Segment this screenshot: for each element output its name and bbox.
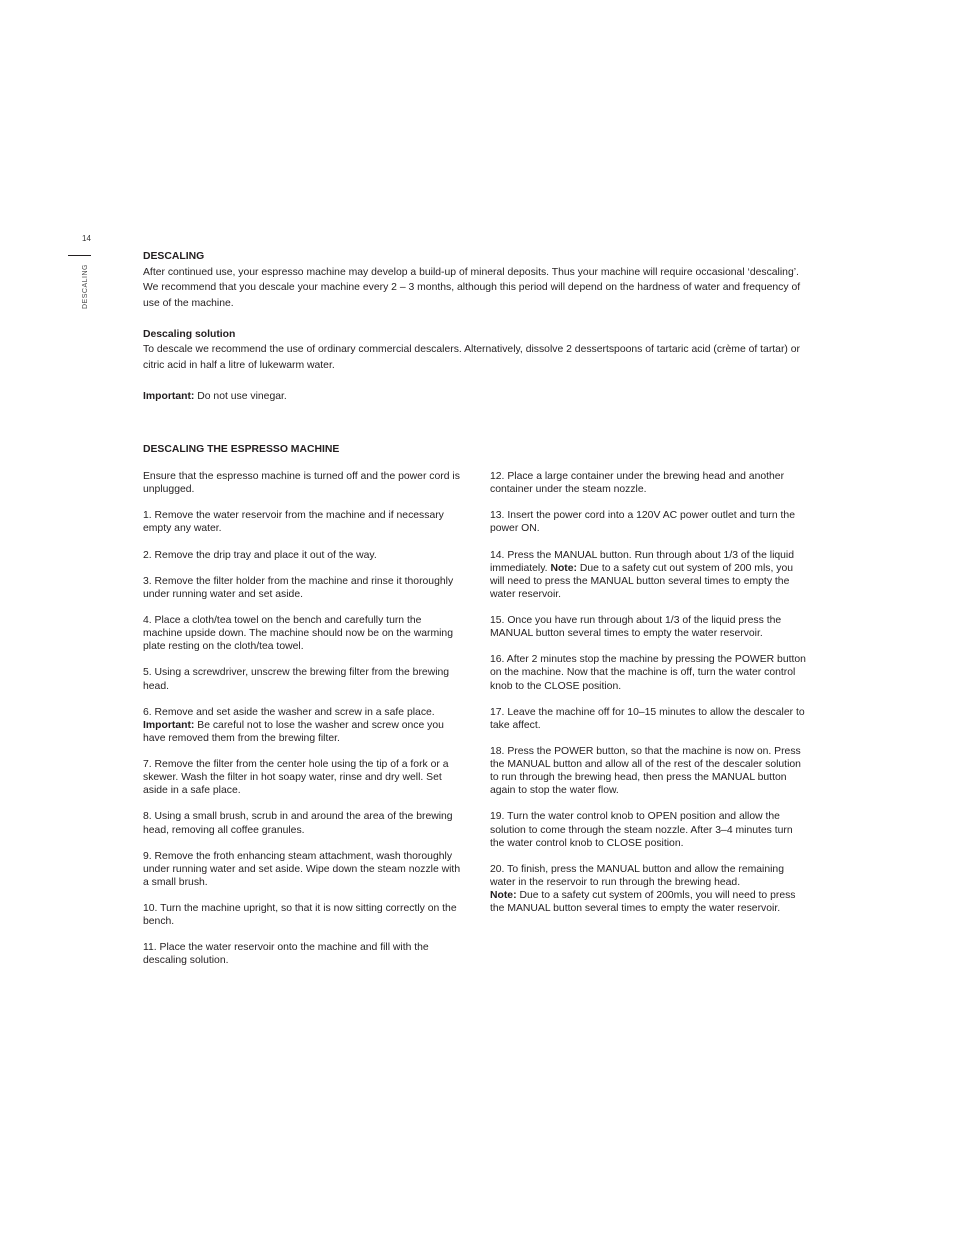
step-4: 4. Place a cloth/tea towel on the bench and carefully turn the machine upside down. The machine should now be on the warming plate resting on the cloth/tea towel. <box>143 615 453 653</box>
important-note <box>143 389 808 405</box>
step-6-text: 6. Remove and set aside the washer and screw in a safe place. <box>143 706 435 718</box>
page-number: 14 <box>82 234 91 243</box>
step-1: 1. Remove the water reservoir from the machine and if necessary empty any water. <box>143 510 444 535</box>
step-6-important-label: Important: <box>143 719 195 731</box>
step-3: 3. Remove the filter holder from the machine and rinse it thoroughly under running water and set aside. <box>143 575 454 600</box>
step-2: 2. Remove the drip tray and place it out of the way. <box>143 549 377 561</box>
machine-intro-text: Ensure that the espresso machine is turned off and the power cord is unplugged. <box>143 471 460 496</box>
descaling-solution-heading: Descaling solution <box>143 328 236 340</box>
step-20-note-label: Note: <box>490 890 517 901</box>
step-16: 16. After 2 minutes stop the machine by pressing the POWER button on the machine. Now that the machine is off, turn the water control knob to the CLOSE position. <box>490 654 806 692</box>
steps-right-column <box>490 470 808 928</box>
step-13: 13. Insert the power cord into a 120V AC power outlet and turn the power ON. <box>490 510 795 535</box>
step-5: 5. Using a screwdriver, unscrew the brewing filter from the brewing head. <box>143 667 450 692</box>
descaling-solution-text: To descale we recommend the use of ordinary commercial descalers. Alternatively, dissolve 2 dessertspoons of tartaric acid (crème of tartar) or citric acid in half a litre of lukewarm water. <box>143 344 801 371</box>
step-10: 10. Turn the machine upright, so that it is now sitting correctly on the bench. <box>143 903 457 928</box>
step-6 <box>143 706 461 745</box>
descaling-intro-section <box>143 249 808 404</box>
side-rule-divider <box>68 255 91 256</box>
descaling-intro-text: After continued use, your espresso machine may develop a build-up of mineral deposits. Thus your machine will require occasional ‘descaling’. We recommend that you descale your machine every 2 – 3 months, although this period will depend on the hardness of water and frequency of use of the machine. <box>143 266 801 309</box>
steps-left-column <box>143 470 461 981</box>
step-17: 17. Leave the machine off for 10–15 minutes to allow the descaler to take affect. <box>490 706 805 731</box>
step-11: 11. Place the water reservoir onto the machine and fill with the descaling solution. <box>143 942 429 967</box>
machine-section-heading: DESCALING THE ESPRESSO MACHINE <box>143 444 340 455</box>
step-20-text: 20. To finish, press the MANUAL button and allow the remaining water in the reservoir to run through the brewing head. <box>490 863 784 888</box>
step-12: 12. Place a large container under the brewing head and another container under the steam nozzle. <box>490 471 785 496</box>
step-7: 7. Remove the filter from the center hole using the tip of a fork or a skewer. Wash the filter in hot soapy water, rinse and dry well. Set aside in a safe place. <box>143 759 449 797</box>
descaling-heading: DESCALING <box>143 251 205 262</box>
step-9: 9. Remove the froth enhancing steam attachment, wash thoroughly under running water and set aside. Wipe down the steam nozzle with a small brush. <box>143 850 461 888</box>
section-side-label: DESCALING <box>82 264 89 309</box>
important-text: Do not use vinegar. <box>194 390 287 402</box>
step-18: 18. Press the POWER button, so that the machine is now on. Press the MANUAL button and allow all of the rest of the descaler solution to run through the brewing head, then press the MANUAL button again to stop the water flow. <box>490 745 801 797</box>
step-14-note-text: Due to a safety cut out system of 200 mls, you will need to press the MANUAL button several times to empty the water reservoir. <box>490 562 793 600</box>
step-19: 19. Turn the water control knob to OPEN position and allow the solution to come through the steam nozzle. After 3–4 minutes turn the water control knob to CLOSE position. <box>490 811 793 849</box>
important-label: Important: <box>143 390 195 402</box>
step-20 <box>490 863 808 915</box>
step-6-important-text: Be careful not to lose the washer and screw once you have removed them from the brewing filter. <box>143 719 444 744</box>
step-20-note-text: Due to a safety cut system of 200mls, you will need to press the MANUAL button several times to empty the water reservoir. <box>490 890 796 915</box>
step-14 <box>490 549 808 601</box>
step-14-note-label: Note: <box>550 562 577 574</box>
step-8: 8. Using a small brush, scrub in and around the area of the brewing head, removing all coffee granules. <box>143 811 453 836</box>
step-15: 15. Once you have run through about 1/3 of the liquid press the MANUAL button several times to empty the water reservoir. <box>490 615 782 640</box>
step-14-text: 14. Press the MANUAL button. Run through about 1/3 of the liquid immediately. <box>490 549 795 574</box>
